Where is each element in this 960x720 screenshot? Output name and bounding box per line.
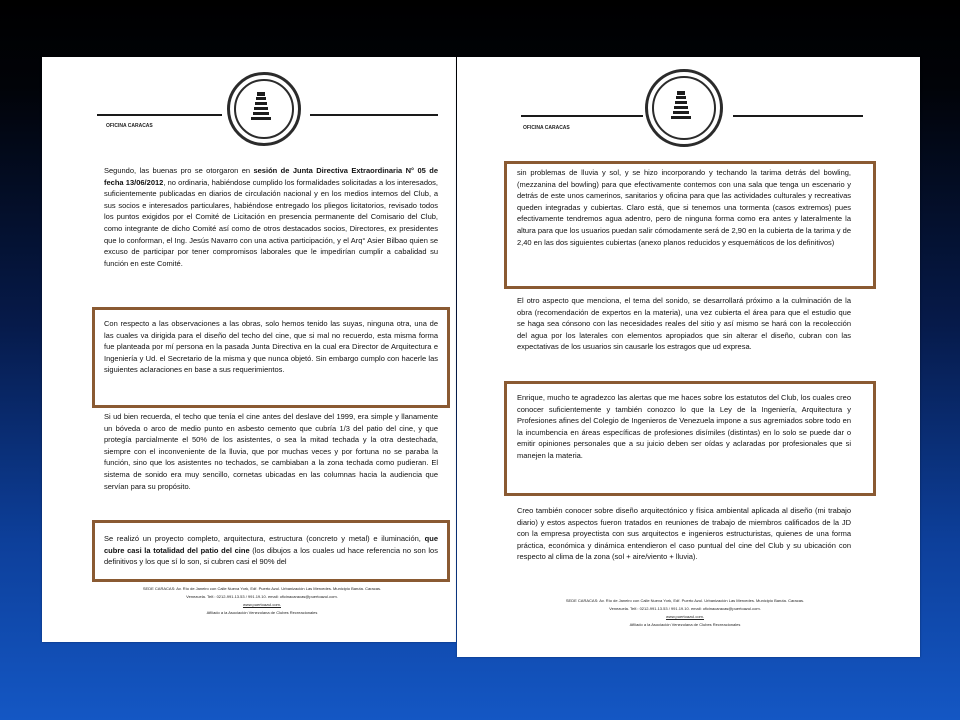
paragraph-3: Enrique, mucho te agradezco las alertas que me haces sobre los estatutos del Club, los cuales creo conocer suficientemente y también conozco lo que la Ley de la Ingeniería, Arquitectura y Profesiones afines del Colegio de Ingenieros de Venezuela impone a sus agremiados sobre todo en la incumbencia en áreas específicas de profesiones disímiles (distintas) en lo solo se puede dar o emitir opiniones personales que a su juicio deben ser oídas y aclaradas por profesionales que si manejen la materia. bbox=[517, 393, 851, 460]
office-heading: OFICINA CARACAS bbox=[523, 125, 570, 131]
paragraph-4: Creo también conocer sobre diseño arquitectónico y física ambiental aplicada al diseño (mi trabajo diario) y estos aspectos fueron tratados en reuniones de trabajo de miembros calificados de la JD con la empresa proyectista con sus arquitectos e ingenieros estructuristas, quienes de una forma práctica, económica y dinámica entendieron el caso puntual del cine del Club y su ubicación con respecto al clima de la zona (sol + aire/viento + lluvia). bbox=[517, 506, 851, 562]
footer-website-link[interactable]: www.puertoazul.com. bbox=[665, 614, 704, 619]
lighthouse-icon bbox=[227, 72, 295, 140]
header-rule-right bbox=[310, 114, 438, 116]
footer-line-4: Afiliado a la Asociación Venezolana de Clubes Recreacionales bbox=[629, 622, 741, 627]
header-rule-left bbox=[521, 115, 643, 117]
footer-address bbox=[82, 585, 442, 617]
footer-line-4: Afiliado a la Asociación Venezolana de Clubes Recreacionales bbox=[206, 610, 318, 615]
paragraph-1: sin problemas de lluvia y sol, y se hizo incorporando y techando la tarima detrás del bowling, (mezzanina del bowling) para que efectivamente contemos con una sala que tenga un escenario y detrás de este unos camerinos, sanitarios y oficina para que las actividades culturales y recreativas queden integradas y cubiertas. Claro está, que si tenemos una tormenta (casos extremos) pues efectivamente tendremos agua adentro, pero de ninguna forma como era antes y lateralmente la altura para que los usuarios puedan salir cómodamente será de 2,90 en la cubierta de la tarima y de 2,40 en las dos siguientes cubiertas (anexo planos reducidos y esquemáticos de los definitivos) bbox=[517, 168, 851, 247]
paragraph-1: Segundo, las buenas pro se otorgaron en sesión de Junta Directiva Extraordinaria N° 05 de fecha 13/06/2012, no ordinaria, habiéndose cumplido los formalidades solicitadas a los interesados, suficientemente publicadas en diarios de circulación nacional y en los medios internos del Club, a sus socios e interesados particulares, habiéndose entregado los pliegos licitatorios, revisado todos los puntos exigidos por el Comité de Licitación en presencia permanente del Comisario del Club, como integrante de dicho Comité así como de otros destacados socios, Directores, ex presidentes que lo conforman, el Ing. Jesús Navarro con una activa participación, y el Arq° Asier Bilbao quien se excuso de participar por tener compromisos laborales que le impedirían cumplir a cabalidad su función en este Comité. bbox=[104, 166, 438, 268]
footer-line-1: SEDE CARACAS: Av. Río de Janeiro con Calle Nueva York, Edf. Puerto Azul. Urbanización Las Mercedes. Municipio Baruta. Caracas. bbox=[142, 586, 382, 591]
header-rule-right bbox=[733, 115, 863, 117]
club-seal-logo bbox=[645, 69, 723, 147]
footer-line-2: Venezuela. Telf.: 0212-991.13.53 / 991.19.10. email: oficinacaracas@puertoazul.com. bbox=[609, 606, 761, 611]
letter-page-1 bbox=[42, 57, 456, 642]
club-seal-logo bbox=[227, 72, 301, 146]
footer-address bbox=[495, 597, 875, 629]
lighthouse-icon bbox=[645, 69, 717, 141]
paragraph-2: Con respecto a las observaciones a las obras, solo hemos tenido las suyas, ninguna otra, una de las cuales va dirigida para el diseño del techo del cine, que si mal no recuerdo, esta misma forma fue planteada por mí persona en la pasada Junta Directiva en la cual era Director de Arquitectura e Ingeniería y Ud. el Secretario de la misma y que nunca objetó. Sin embargo cumplo con hacerle las siguientes aclaraciones en base a sus requerimientos. bbox=[104, 319, 438, 375]
footer-line-1: SEDE CARACAS: Av. Río de Janeiro con Calle Nueva York, Edf. Puerto Azul. Urbanización Las Mercedes. Municipio Baruta. Caracas. bbox=[565, 598, 805, 603]
footer-line-2: Venezuela. Telf.: 0212-991.13.53 / 991.19.10. email: oficinacaracas@puertoazul.com. bbox=[186, 594, 338, 599]
letter-page-2 bbox=[457, 57, 920, 657]
paragraph-2: El otro aspecto que menciona, el tema del sonido, se desarrollará próximo a la culminación de la obra (recomendación de expertos en la materia), una vez cubierta el área para que el estudio que se haga sea cónsono con las necesidades reales del sitio y así mismo se hará con la recolección del agua por los laterales con elementos apropiados que sin alterar el diseño, cubran con las expectativas de los usuarios sin causarle los estragos que ud expresa. bbox=[517, 296, 851, 352]
paragraph-4: Se realizó un proyecto completo, arquitectura, estructura (concreto y metal) e iluminación, que cubre casi la totalidad del patio del cine (los dibujos a los cuales ud hace referencia no son los definitivos y los que sí lo son, si cubren casi el 90% del bbox=[104, 534, 438, 567]
paragraph-3: Si ud bien recuerda, el techo que tenía el cine antes del deslave del 1999, era simple y llanamente un bóveda o arco de medio punto en asbesto cemento que cubría 1/3 del patio del cine, y que protegía parcialmente el 50% de los asistentes, o sea la mitad techada y la otra destechada, siempre con el inconveniente de la lluvia, que por muchas veces y por fortuna no se paraba la función, sino que los asistentes no techados, se cambiaban a la zona techada como pudieran. El sistema de sonido era muy sencillo, cornetas ubicadas en las columnas hacia la audiencia que servían para su propósito. bbox=[104, 412, 438, 491]
header-rule-left bbox=[97, 114, 222, 116]
office-heading: OFICINA CARACAS bbox=[106, 123, 153, 129]
footer-website-link[interactable]: www.puertoazul.com. bbox=[242, 602, 281, 607]
